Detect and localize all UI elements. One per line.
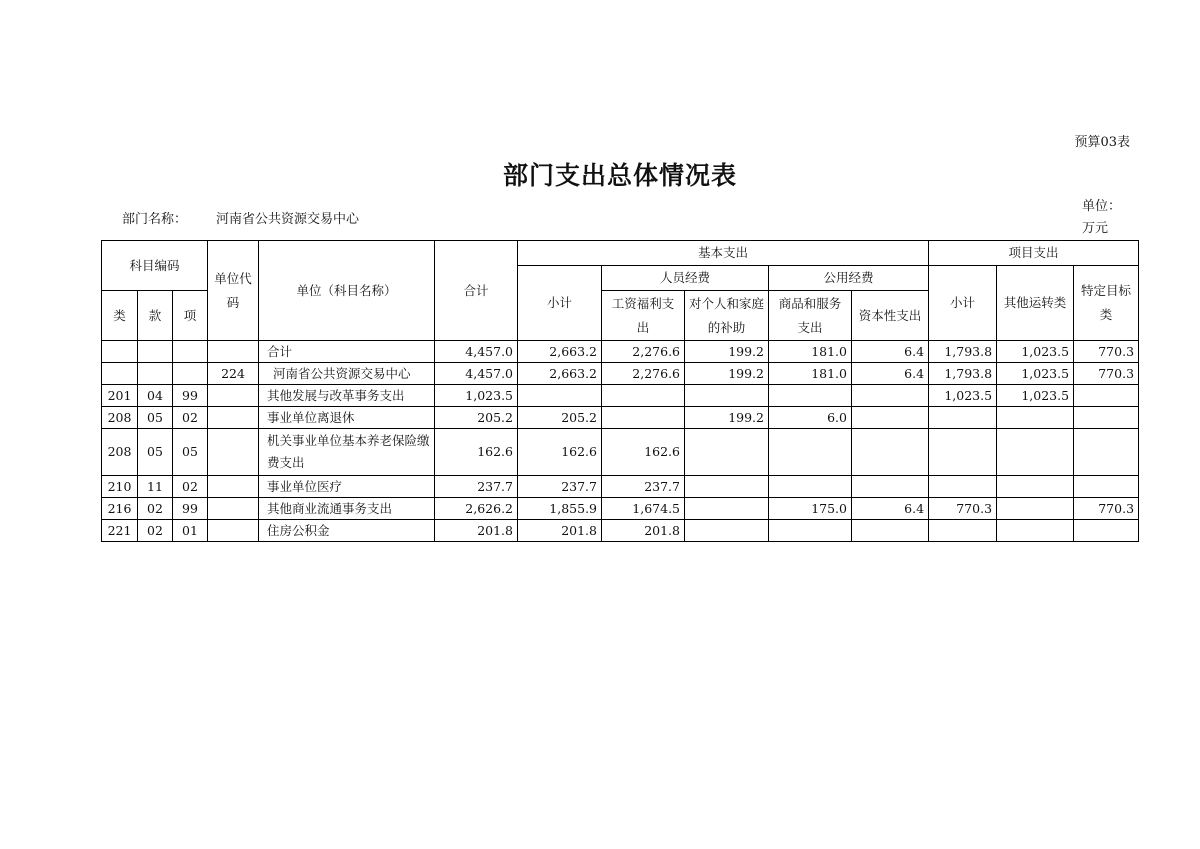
table-row: [102, 363, 1139, 385]
table-row: [102, 498, 1139, 520]
cell-special: [1074, 407, 1139, 429]
cell-individual: [685, 520, 769, 542]
cell-project-subtotal: 1,793.8: [929, 341, 997, 363]
cell-kuan: 02: [138, 520, 173, 542]
header-capital: 资本性支出: [852, 291, 929, 341]
cell-basic-subtotal: 201.8: [518, 520, 602, 542]
cell-kuan: 05: [138, 407, 173, 429]
cell-basic-subtotal: 205.2: [518, 407, 602, 429]
header-basic-subtotal: 小计: [518, 266, 602, 341]
cell-special: [1074, 520, 1139, 542]
header-basic-expenditure: 基本支出: [518, 241, 929, 266]
cell-individual: [685, 498, 769, 520]
cell-unit-code: [208, 407, 259, 429]
cell-special: [1074, 385, 1139, 407]
header-project-expenditure: 项目支出: [929, 241, 1139, 266]
cell-xiang: 02: [173, 407, 208, 429]
cell-individual: [685, 429, 769, 476]
table-row: [102, 429, 1139, 476]
cell-other-ops: [997, 407, 1074, 429]
cell-name: 其他商业流通事务支出: [259, 498, 435, 520]
header-kuan: 款: [138, 291, 173, 341]
cell-other-ops: [997, 520, 1074, 542]
cell-basic-subtotal: 162.6: [518, 429, 602, 476]
cell-lei: 208: [102, 429, 138, 476]
header-personnel-expenses: 人员经费: [602, 266, 769, 291]
cell-capital: [852, 476, 929, 498]
cell-other-ops: 1,023.5: [997, 363, 1074, 385]
cell-name: 机关事业单位基本养老保险缴费支出: [259, 429, 435, 476]
cell-special: 770.3: [1074, 341, 1139, 363]
cell-project-subtotal: 770.3: [929, 498, 997, 520]
header-goods-services: 商品和服务支出: [769, 291, 852, 341]
cell-capital: [852, 429, 929, 476]
cell-capital: [852, 385, 929, 407]
cell-capital: 6.4: [852, 341, 929, 363]
cell-kuan: [138, 363, 173, 385]
cell-other-ops: [997, 498, 1074, 520]
cell-total: 162.6: [435, 429, 518, 476]
cell-lei: 221: [102, 520, 138, 542]
cell-xiang: [173, 363, 208, 385]
cell-other-ops: 1,023.5: [997, 385, 1074, 407]
header-individual-subsidy: 对个人和家庭的补助: [685, 291, 769, 341]
table-row: [102, 520, 1139, 542]
cell-goods: 6.0: [769, 407, 852, 429]
cell-xiang: 02: [173, 476, 208, 498]
department-name: 河南省公共资源交易中心: [216, 212, 360, 227]
cell-total: 2,626.2: [435, 498, 518, 520]
cell-basic-subtotal: 1,855.9: [518, 498, 602, 520]
cell-salary: 1,674.5: [602, 498, 685, 520]
table-row: [102, 407, 1139, 429]
cell-total: 205.2: [435, 407, 518, 429]
cell-kuan: [138, 341, 173, 363]
header-project-subtotal: 小计: [929, 266, 997, 341]
cell-project-subtotal: 1,793.8: [929, 363, 997, 385]
table-row: [102, 476, 1139, 498]
cell-name: 其他发展与改革事务支出: [259, 385, 435, 407]
cell-capital: [852, 407, 929, 429]
cell-other-ops: [997, 429, 1074, 476]
cell-unit-code: 224: [208, 363, 259, 385]
cell-lei: 208: [102, 407, 138, 429]
cell-project-subtotal: [929, 407, 997, 429]
cell-xiang: 05: [173, 429, 208, 476]
header-lei: 类: [102, 291, 138, 341]
cell-kuan: 11: [138, 476, 173, 498]
cell-project-subtotal: [929, 520, 997, 542]
cell-unit-code: [208, 476, 259, 498]
cell-lei: 201: [102, 385, 138, 407]
cell-goods: [769, 476, 852, 498]
cell-lei: [102, 341, 138, 363]
cell-xiang: 01: [173, 520, 208, 542]
cell-capital: 6.4: [852, 363, 929, 385]
cell-unit-code: [208, 385, 259, 407]
expenditure-table: [101, 240, 1139, 542]
cell-name: 事业单位医疗: [259, 476, 435, 498]
cell-xiang: 99: [173, 498, 208, 520]
cell-salary: 237.7: [602, 476, 685, 498]
header-salary-welfare: 工资福利支出: [602, 291, 685, 341]
cell-individual: 199.2: [685, 341, 769, 363]
cell-individual: 199.2: [685, 407, 769, 429]
header-subject-code: 科目编码: [102, 241, 208, 291]
cell-special: [1074, 429, 1139, 476]
cell-special: 770.3: [1074, 363, 1139, 385]
cell-salary: [602, 407, 685, 429]
cell-name: 住房公积金: [259, 520, 435, 542]
cell-xiang: 99: [173, 385, 208, 407]
cell-goods: 175.0: [769, 498, 852, 520]
cell-capital: [852, 520, 929, 542]
cell-total: 1,023.5: [435, 385, 518, 407]
cell-salary: 2,276.6: [602, 341, 685, 363]
cell-name: 事业单位离退休: [259, 407, 435, 429]
cell-xiang: [173, 341, 208, 363]
cell-goods: [769, 429, 852, 476]
cell-basic-subtotal: 2,663.2: [518, 341, 602, 363]
cell-total: 237.7: [435, 476, 518, 498]
cell-kuan: 04: [138, 385, 173, 407]
unit-label: 单位：万元: [1082, 199, 1122, 236]
cell-basic-subtotal: 237.7: [518, 476, 602, 498]
cell-kuan: 02: [138, 498, 173, 520]
cell-goods: 181.0: [769, 363, 852, 385]
cell-lei: [102, 363, 138, 385]
cell-individual: 199.2: [685, 363, 769, 385]
cell-unit-code: [208, 429, 259, 476]
cell-capital: 6.4: [852, 498, 929, 520]
cell-name: 合计: [259, 341, 435, 363]
header-total: 合计: [435, 241, 518, 341]
table-row: [102, 385, 1139, 407]
cell-total: 4,457.0: [435, 363, 518, 385]
cell-salary: 162.6: [602, 429, 685, 476]
cell-other-ops: 1,023.5: [997, 341, 1074, 363]
header-xiang: 项: [173, 291, 208, 341]
cell-total: 201.8: [435, 520, 518, 542]
cell-goods: 181.0: [769, 341, 852, 363]
header-unit-name: 单位（科目名称）: [259, 241, 435, 341]
cell-basic-subtotal: [518, 385, 602, 407]
document-title: 部门支出总体情况表: [502, 161, 737, 190]
cell-project-subtotal: 1,023.5: [929, 385, 997, 407]
cell-salary: 201.8: [602, 520, 685, 542]
cell-total: 4,457.0: [435, 341, 518, 363]
cell-basic-subtotal: 2,663.2: [518, 363, 602, 385]
header-special-target: 特定目标类: [1074, 266, 1139, 341]
cell-project-subtotal: [929, 429, 997, 476]
header-other-operations: 其他运转类: [997, 266, 1074, 341]
cell-special: [1074, 476, 1139, 498]
header-public-expenses: 公用经费: [769, 266, 929, 291]
cell-project-subtotal: [929, 476, 997, 498]
cell-kuan: 05: [138, 429, 173, 476]
department-label: 部门名称：: [122, 212, 188, 227]
header-unit-code: 单位代码: [208, 241, 259, 341]
cell-goods: [769, 520, 852, 542]
cell-salary: [602, 385, 685, 407]
cell-other-ops: [997, 476, 1074, 498]
table-row: [102, 341, 1139, 363]
cell-name: 河南省公共资源交易中心: [259, 363, 435, 385]
cell-special: 770.3: [1074, 498, 1139, 520]
cell-individual: [685, 476, 769, 498]
cell-individual: [685, 385, 769, 407]
cell-unit-code: [208, 341, 259, 363]
cell-unit-code: [208, 520, 259, 542]
form-code: 预算03表: [1074, 135, 1130, 150]
cell-unit-code: [208, 498, 259, 520]
cell-salary: 2,276.6: [602, 363, 685, 385]
cell-goods: [769, 385, 852, 407]
cell-lei: 216: [102, 498, 138, 520]
cell-lei: 210: [102, 476, 138, 498]
